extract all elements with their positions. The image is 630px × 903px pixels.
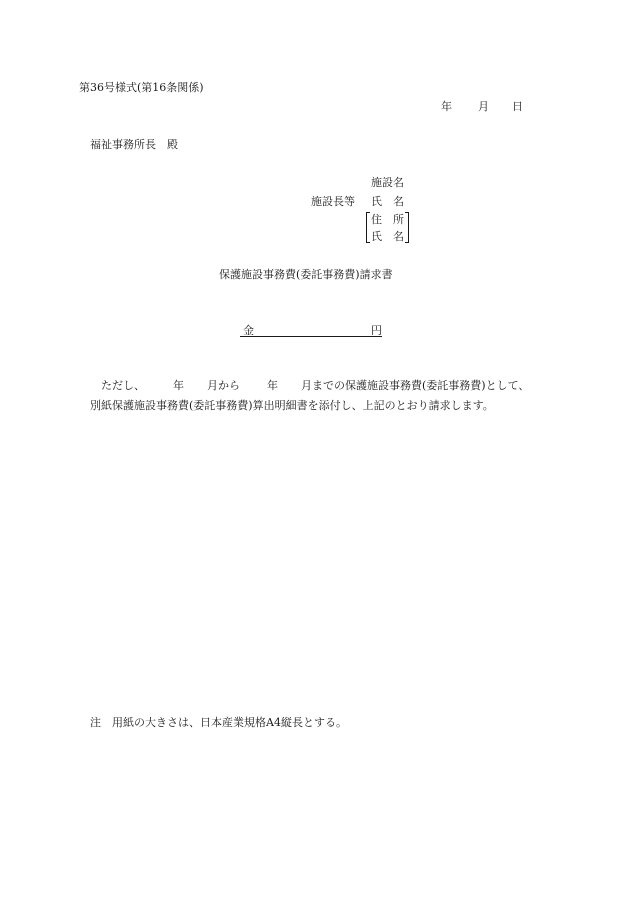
name-label-2: 氏 名 <box>371 230 404 243</box>
facility-head-label: 施設長等 <box>311 195 355 208</box>
bracket-left <box>366 212 370 243</box>
body-line1-e: 月までの保護施設事務費(委託事務費)として、 <box>301 379 530 392</box>
body-line1-d: 年 <box>267 379 278 392</box>
body-line2: 別紙保護施設事務費(委託事務費)算出明細書を添付し、上記のとおり請求します。 <box>90 399 494 412</box>
document-title: 保護施設事務費(委託事務費)請求書 <box>219 268 393 281</box>
addressee: 福祉事務所長 殿 <box>90 138 178 151</box>
footnote: 注 用紙の大きさは、日本産業規格A4縦長とする。 <box>90 716 347 729</box>
bracket-right <box>405 212 409 243</box>
amount-prefix: 金 <box>243 324 254 337</box>
address-label: 住 所 <box>371 213 404 226</box>
date-year-label: 年 <box>441 100 452 113</box>
body-line1-a: ただし、 <box>101 379 145 392</box>
body-line1-c: 月から <box>207 379 240 392</box>
body-line1-b: 年 <box>173 379 184 392</box>
form-number: 第36号様式(第16条関係) <box>79 81 204 94</box>
amount-underline <box>240 336 382 337</box>
amount-suffix: 円 <box>371 324 382 337</box>
date-day-label: 日 <box>512 100 523 113</box>
facility-name-label: 施設名 <box>371 176 404 189</box>
date-month-label: 月 <box>478 100 489 113</box>
head-name-label: 氏 名 <box>371 195 404 208</box>
